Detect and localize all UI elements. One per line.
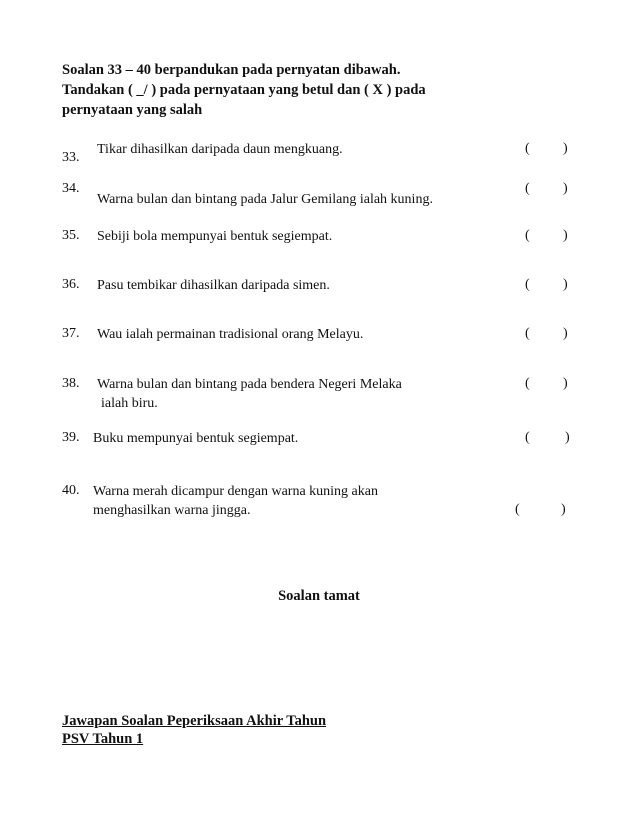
- question-number-36: 36.: [62, 277, 80, 292]
- question-number-33: 33.: [62, 150, 80, 165]
- answer-close-paren-40: ): [561, 502, 566, 517]
- question-number-39: 39.: [62, 430, 80, 445]
- answer-close-paren-39: ): [565, 430, 570, 445]
- answer-close-paren-35: ): [563, 228, 568, 243]
- question-text-35: Sebiji bola mempunyai bentuk segiempat.: [97, 229, 333, 244]
- question-text-38-line-1: Warna bulan dan bintang pada bendera Negeri Melaka: [97, 377, 402, 392]
- question-text-38-line-2: ialah biru.: [101, 396, 158, 411]
- question-text-40-line-1: Warna merah dicampur dengan warna kuning akan: [93, 484, 378, 499]
- question-text-34: Warna bulan dan bintang pada Jalur Gemilang ialah kuning.: [97, 192, 433, 207]
- question-text-36: Pasu tembikar dihasilkan daripada simen.: [97, 278, 330, 293]
- answer-open-paren-34: (: [525, 181, 530, 196]
- question-text-33: Tikar dihasilkan daripada daun mengkuang.: [97, 142, 343, 157]
- question-text-39: Buku mempunyai bentuk segiempat.: [93, 431, 299, 446]
- end-of-questions-text: Soalan tamat: [278, 588, 360, 604]
- question-number-38: 38.: [62, 376, 80, 391]
- question-text-37: Wau ialah permainan tradisional orang Melayu.: [97, 327, 364, 342]
- instruction-line-2: Tandakan ( _/ ) pada pernyataan yang betul dan ( X ) pada: [62, 82, 426, 98]
- question-number-34: 34.: [62, 181, 80, 196]
- question-number-40: 40.: [62, 483, 80, 498]
- answer-open-paren-37: (: [525, 326, 530, 341]
- answer-heading-line-2: PSV Tahun 1: [62, 731, 144, 747]
- answer-open-paren-38: (: [525, 376, 530, 391]
- answer-heading-line-1: Jawapan Soalan Peperiksaan Akhir Tahun: [62, 713, 327, 729]
- question-number-35: 35.: [62, 228, 80, 243]
- answer-close-paren-36: ): [563, 277, 568, 292]
- answer-close-paren-33: ): [563, 141, 568, 156]
- answer-open-paren-35: (: [525, 228, 530, 243]
- answer-open-paren-40: (: [515, 502, 520, 517]
- answer-open-paren-39: (: [525, 430, 530, 445]
- instruction-line-3: pernyataan yang salah: [62, 102, 203, 118]
- answer-close-paren-37: ): [563, 326, 568, 341]
- answer-open-paren-33: (: [525, 141, 530, 156]
- instruction-line-1: Soalan 33 – 40 berpandukan pada pernyatan dibawah.: [62, 62, 401, 78]
- question-text-40-line-2: menghasilkan warna jingga.: [93, 503, 251, 518]
- answer-close-paren-34: ): [563, 181, 568, 196]
- answer-open-paren-36: (: [525, 277, 530, 292]
- answer-close-paren-38: ): [563, 376, 568, 391]
- question-number-37: 37.: [62, 326, 80, 341]
